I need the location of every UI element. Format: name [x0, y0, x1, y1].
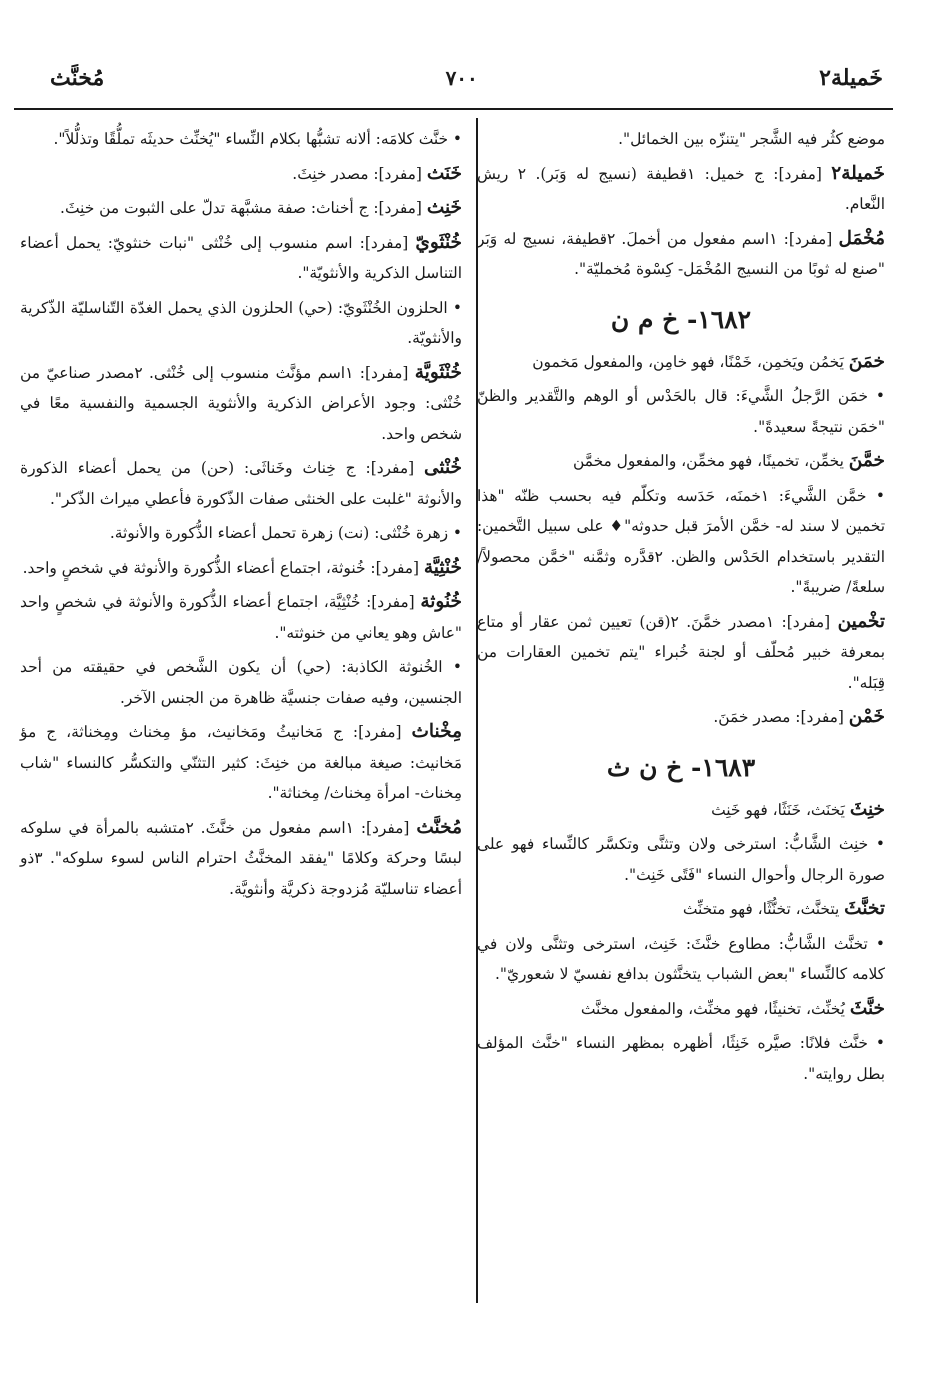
entry-definition: [مفرد]: مصدر خمَنَ. — [713, 708, 849, 726]
entry-headword: خُنْثِيَّة — [423, 556, 462, 578]
dictionary-entry — [20, 717, 462, 809]
dictionary-entry — [20, 358, 462, 450]
dictionary-entry — [477, 894, 885, 925]
dictionary-entry — [20, 553, 462, 584]
definition-paragraph: • خمَّن الشَّيءَ: ١خمنَه، حَدَسه وتكلّم فيه بحسب ظنّه "هذا تخمين لا سند له- خمَّن الأمرَ قبل حدوثه"♦ على سبيل التَّخمين: التقدير باستخدام الحَدْس والظن. ٢قدَّره وثمَّنه "خمَّن محصولاً/ سلعةً/ ضريبةً". — [477, 486, 886, 596]
header-last-word: مُخنَّث — [50, 65, 105, 91]
definition-paragraph: • زهرة خُنْثى: (نت) زهرة تحمل أعضاء الذُّكورة والأنوثة. — [109, 524, 462, 542]
right-column — [477, 124, 885, 1093]
dictionary-entry — [20, 587, 462, 648]
entry-headword: تخْمين — [837, 610, 886, 632]
dictionary-entry — [477, 607, 885, 699]
definition-paragraph: • تخنَّث الشَّابُّ: مطاوع خنَّثَ: خَنِث، استرخى وتثنَّى ولان في كلامه كالنِّساء "بعض الشباب يتخنَّثون بدافع نفسيّ لا شعوريّ". — [477, 934, 885, 983]
dictionary-entry — [477, 224, 885, 285]
page-number: ٧٠٠ — [445, 66, 478, 90]
definition-paragraph: • خنَّث كلامَه: ألانه تشبُّها بكلام النِّساء "يُخنِّث حديثَه تملُّقًا وتذلُّلاً". — [53, 130, 462, 148]
entry-definition: [مفرد]: خُنوثة، اجتماع أعضاء الذُّكورة والأنوثة في شخصٍ واحد. — [22, 558, 424, 577]
entry-headword: خَنِث — [426, 197, 462, 218]
entry-headword: مِخْناث — [411, 721, 462, 742]
dictionary-entry — [20, 159, 462, 190]
page-header — [50, 58, 883, 98]
entry-definition: [مفرد]: ١اسم مفعول من خنَّثَ. ٢متشبه بالمرأة في سلوكه لبسًا وحركة وكلامًا "يفقد المخنَّثُ احترام الناس لسوء سلوكه". ٣ذو أعضاء تناسليّة مُزدوجة ذكريَّة وأنثويَّة. — [20, 818, 462, 898]
dictionary-entry — [20, 228, 462, 289]
definition-paragraph: • خنَّث فلانًا: صيَّره خَنِثًا، أظهره بمظهر النساء "خنَّث المؤلف بطل روايته". — [477, 1034, 885, 1083]
dictionary-entry — [20, 453, 462, 514]
dictionary-entry — [477, 446, 885, 477]
root-heading: ١٦٨٢- خ م ن — [610, 304, 752, 334]
entry-definition: يخمِّن، تخمينًا، فهو مخمِّن، والمفعول مخمَّن — [572, 452, 849, 470]
entry-headword: خُنْثَويّ — [415, 231, 462, 253]
entry-headword: خنِثَ — [849, 798, 885, 820]
entry-headword: خَميلة٢ — [831, 162, 885, 184]
dictionary-entry — [477, 347, 885, 378]
entry-headword: خَنَث — [426, 162, 462, 184]
entry-headword: خمَنَ — [848, 350, 885, 372]
entry-headword: خنَّثَ — [849, 997, 885, 1019]
entry-definition: [مفرد]: اسم منسوب إلى خُنْثى "نبات خنثويّ: يحمل أعضاء التناسل الذكرية والأنثويّة". — [20, 233, 462, 282]
dictionary-entry — [20, 193, 462, 224]
entry-definition: [مفرد]: ١اسم مفعول من أخملَ. ٢قطيفة، نسيج له وَبَر "صنع له ثوبًا من النسيج المُخْمَل- كِسْوة مُخمليّة". — [477, 229, 885, 278]
dictionary-entry — [20, 813, 462, 905]
entry-definition: يُخنِّث، تخنيثًا، فهو مخنِّث، والمفعول مخنَّث — [580, 999, 850, 1018]
definition-paragraph: • الحلزون الخُنْثَويّ: (حي) الحلزون الذي يحمل الغدّة التّناسليّة الذّكرية والأنثويّة. — [20, 298, 462, 347]
entry-headword: خَمْن — [848, 706, 885, 727]
entry-definition: [مفرد]: ١مصدر خمَّنَ. ٢(قن) تعيين ثمن عقار أو متاع بمعرفة خبير مُحلّف أو لجنة خُبراء "يتم تخمين العقارات من قِبَله". — [477, 612, 885, 692]
root-heading: ١٦٨٣- خ ن ث — [606, 752, 756, 782]
dictionary-entry — [477, 795, 885, 826]
entry-definition: [مفرد]: مصدر خنِثَ. — [292, 164, 427, 183]
entry-headword: خُنْثَويَّة — [414, 361, 462, 383]
entry-definition: [مفرد]: ج مَخانيثُ ومَخانيث، مؤ مِخناث ومِخناثة، ج مؤ مَخانيث: صيغة مبالغة من خنِثَ: كثير التثنّي والتكسُّر كالنساء "شاب مِخناث- امرأة مِخناث/ مِخناثة". — [20, 723, 462, 802]
entry-headword: مُخنَّث — [416, 816, 462, 838]
entry-definition: [مفرد]: ١اسم مؤنَّث منسوب إلى خُنْثى. ٢مصدر صناعيّ من خُنْثى: وجود الأعراض الذكرية والأنثوية الجسمية والنفسية معًا في شخص واحد. — [20, 363, 462, 443]
header-rule — [14, 108, 893, 110]
definition-paragraph: • خمَن الرَّجلُ الشَّيءَ: قال بالحَدْس أو الوهم والتَّقدير والظنّ "خمَن نتيجةً سعيدةً". — [477, 387, 885, 436]
definition-paragraph: • الخُنوثة الكاذبة: (حي) أن يكون الشَّخص في حقيقته من أحد الجنسين، وفيه صفات جنسيَّة ظاهرة من الجنس الآخر. — [20, 658, 462, 707]
definition-paragraph: موضع كثُر فيه الشَّجر "يتنزّه بين الخمائل". — [618, 130, 885, 148]
entry-definition: [مفرد]: ج أخناث: صفة مشبَّهة تدلّ على الثبوت من خنِثَ. — [60, 199, 427, 217]
entry-definition: يَخمُن ويَخمِن، خَمْنًا، فهو خامِن، والمفعول مَخمون — [532, 352, 849, 371]
left-column — [20, 124, 462, 908]
dictionary-entry — [477, 994, 885, 1025]
entry-headword: خُنُوثة — [420, 591, 462, 612]
entry-headword: مُخْمَل — [838, 227, 885, 249]
header-first-word: خَميلة٢ — [819, 65, 883, 91]
entry-definition: [مفرد]: ج خميل: ١قطيفة (نسيج له وَبَر). ٢ ريش النَّعام. — [477, 164, 885, 213]
entry-headword: تخنَّثَ — [844, 898, 885, 919]
dictionary-entry — [477, 159, 885, 220]
definition-paragraph: • خنِث الشَّابُّ: استرخى ولان وتثنَّى وتكسَّر كالنِّساء فهو على صورة الرجال وأحوال النساء "فَتًى خَنِث". — [477, 835, 885, 884]
dictionary-entry — [477, 702, 885, 733]
entry-headword: خمَّنَ — [848, 450, 885, 471]
entry-definition: يتخنَّث، تخنُّثًا، فهو متخنِّث — [682, 900, 845, 918]
entry-headword: خُنْثى — [423, 457, 462, 478]
entry-definition: يَخنَث، خَنَثًا، فهو خَنِث — [711, 800, 850, 819]
entry-definition: [مفرد]: خُنْثِيَّة، اجتماع أعضاء الذُّكورة والأنوثة في شخصٍ واحد "عاش وهو يعاني من خنوثته". — [20, 593, 462, 642]
entry-definition: [مفرد]: ج خِناث وخَناثَى: (حن) من يحمل أعضاء الذكورة والأنوثة "غلبت على الخنثى صفات الذّكورة فأعطي ميراث الذّكر". — [20, 459, 462, 508]
